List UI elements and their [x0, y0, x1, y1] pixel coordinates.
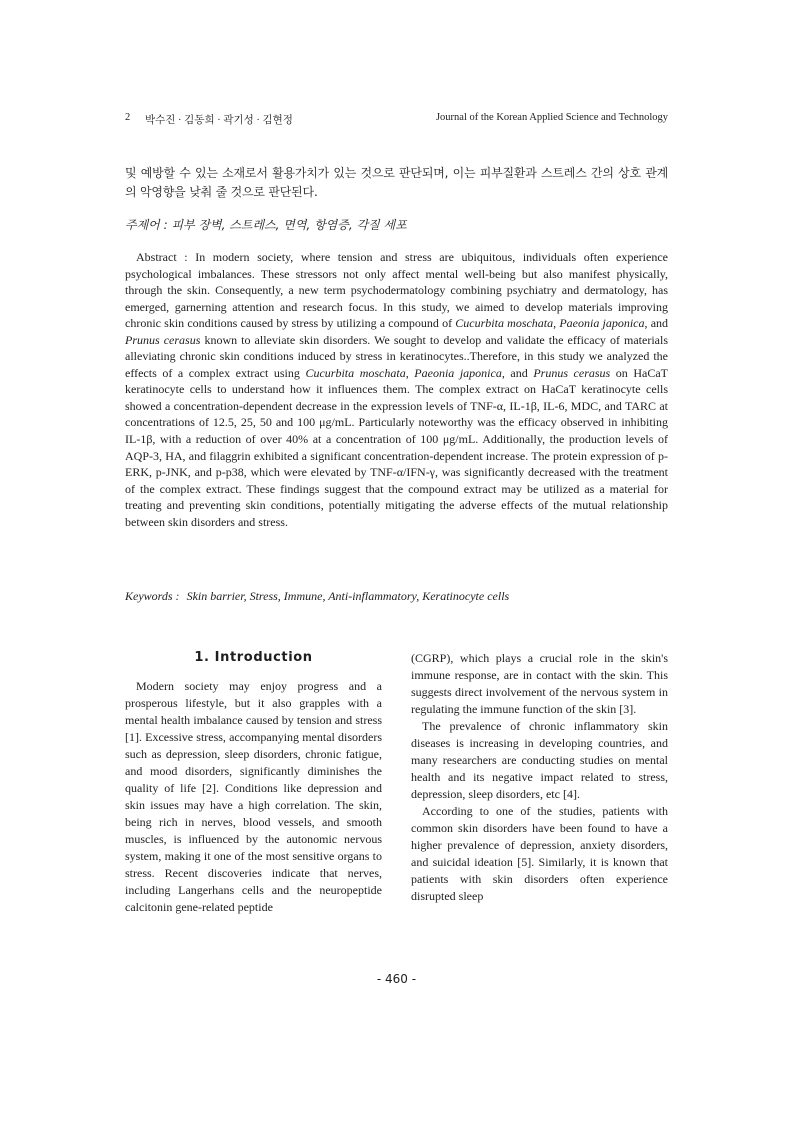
paragraph: The prevalence of chronic inflammatory skin diseases is increasing in developing countries, and many researchers are conducting studies on mental health and its negative impact related to stress, depression, sleep disorders, etc [4].	[411, 719, 668, 801]
species-name: Prunus cerasus	[533, 365, 611, 380]
species-name: Prunus cerasus	[125, 332, 201, 347]
header-authors: 박수진 · 김동희 · 곽기성 · 김현정	[145, 115, 293, 126]
species-name: Paeonia japonica	[414, 365, 502, 380]
keywords-list: Skin barrier, Stress, Immune, Anti-inflammatory, Keratinocyte cells	[186, 589, 510, 603]
paragraph: According to one of the studies, patients with common skin disorders have been found to have a higher prevalence of depression, anxiety disorders, and suicidal ideation [5]. Similarly, it is known that patients with skin disorders often experience disrupted sleep	[411, 804, 668, 903]
paragraph-continued: (CGRP), which plays a crucial role in the skin's immune response, are in contact with the skin. This suggests direct involvement of the nervous system in regulating the immune function of the skin [3].	[411, 651, 668, 716]
species-name: Cucurbita moschata	[455, 316, 554, 331]
running-header	[125, 112, 668, 128]
abstract-label: Abstract :	[136, 250, 188, 264]
species-name: Paeonia japonica	[559, 316, 645, 331]
section-title: 1. Introduction	[194, 650, 313, 665]
paragraph: Modern society may enjoy progress and a prosperous lifestyle, but it also grapples with a mental health imbalance caused by tension and stress [1]. Excessive stress, accompanying mental disorders such as depression, sleep disorders, chronic fatigue, and mood disorders, significantly diminishes the quality of life [2]. Conditions like depression and skin issues may have a high correlation. The skin, being rich in nerves, blood vessels, and smooth muscles, is influenced by the autonomic nervous system, making it one of the most sensitive organs to stress. Recent discoveries indicate that nerves, including Langerhans cells and the neuropeptide calcitonin gene-related peptide	[125, 679, 382, 914]
left-column	[125, 650, 382, 916]
english-abstract: Abstract : In modern society, where tension and stress are ubiquitous, individuals often experience psychological imbalances. These stressors not only affect mental well-being but also manifest physically, through the skin. Consequently, a new term psychodermatology combining psychiatry and dermatology, has emerged, garnerning attention and research focus. In this study, we aimed to develop materials improving chronic skin conditions caused by stress by utilizing a compound of Cucurbita moschata, Paeonia japonica, and Prunus cerasus known to alleviate skin disorders. We sought to develop and validate the efficacy of materials alleviating chronic skin conditions induced by stress in keratinocytes..Therefore, in this study we analyzed the effects of a complex extract using Cucurbita moschata, Paeonia japonica, and Prunus cerasus on HaCaT keratinocyte cells to understand how it influences them. The complex extract on HaCaT keratinocyte cells showed a concentration-dependent decrease in the expression levels of TNF-α, IL-1β, IL-6, MDC, and TARC at concentrations of 12.5, 25, 50 and 100 μg/mL. Particularly noteworthy was the efficacy observed in inhibiting IL-1β, with a reduction of over 40% at a concentration of 100 μg/mL. Additionally, the production levels of AQP-3, HA, and filaggrin exhibited a significant concentration-dependent increase. The protein expression of p-ERK, p-JNK, and p-p38, which were elevated by TNF-α/IFN-γ, was significantly decreased with the treatment of the complex extract. These findings suggest that the compound extract may be utilized as a material for treating and preventing skin conditions, potentially mitigating the adverse effects of the mutual relationship between skin disorders and stress.	[125, 250, 669, 529]
korean-keywords: 주제어 : 피부 장벽, 스트레스, 면역, 항염증, 각질 세포	[125, 218, 407, 232]
page-footer: - 460 -	[376, 972, 417, 986]
right-column	[411, 650, 668, 905]
english-keywords	[125, 587, 668, 605]
page-number: 2	[125, 112, 131, 123]
header-journal: Journal of the Korean Applied Science and Technology	[435, 112, 668, 123]
korean-abstract-end: 및 예방할 수 있는 소재로서 활용가치가 있는 것으로 판단되며, 이는 피부질환과 스트레스 간의 상호 관계의 악영향을 낮춰 줄 것으로 판단된다.	[125, 166, 668, 199]
keywords-label: Keywords :	[125, 589, 180, 603]
species-name: Cucurbita moschata	[305, 365, 406, 380]
